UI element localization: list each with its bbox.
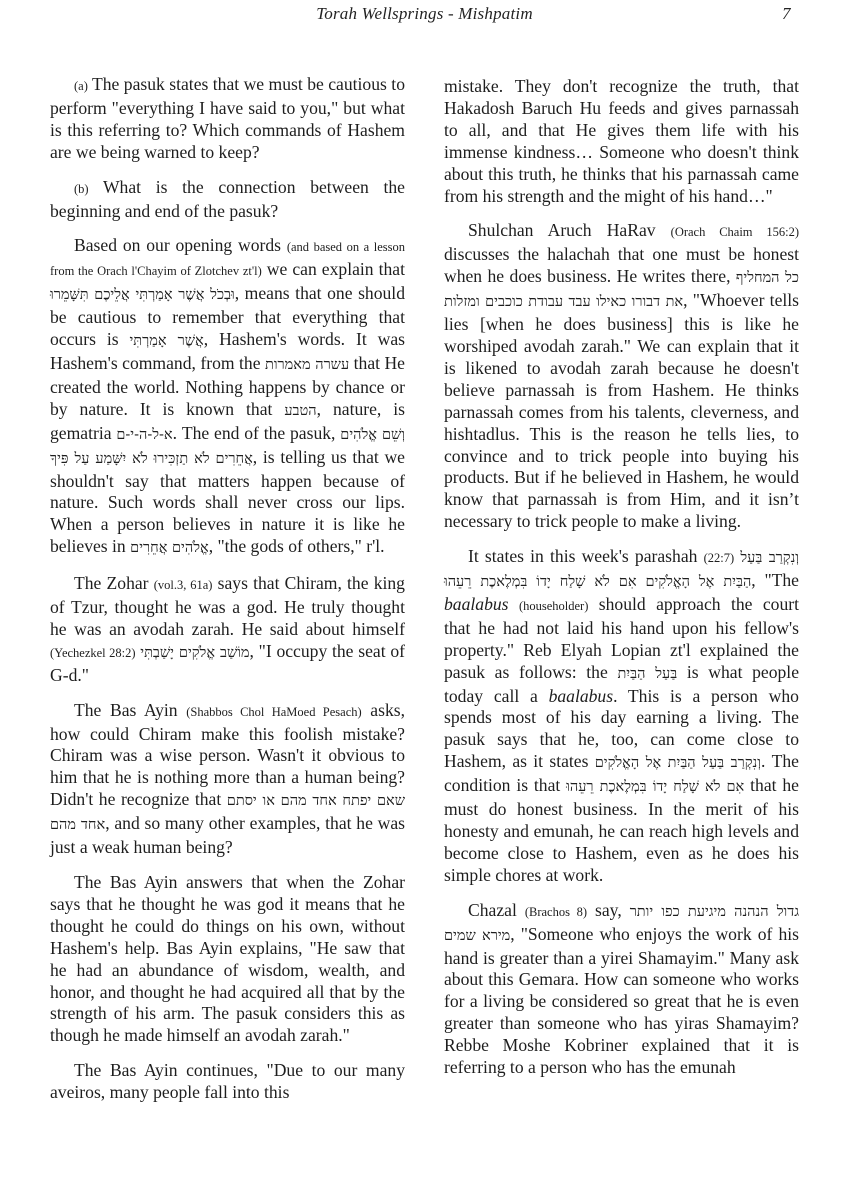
text-run: should approach the court that he had not laid his hand upon his fellow's property." Reb Elyah Lopian zt'l explained the pasuk as follows: the [444,593,799,682]
source-reference: (Shabbos Chol HaMoed Pesach) [186,704,362,719]
text-run: discusses the halachah that one must be honest when he does business. He writes there, [444,244,799,287]
hebrew-quote: גדול הנהנה מיגיעת כפו יותר מירא שמים [444,903,799,944]
hebrew-quote: וְנִקְרַב בַּעַל הַבַּיִת אֶל הָאֱלֹקִים אִם לֹא שָׁלַח יָדוֹ בִּמְלֶאכֶת רֵעֵהוּ [444,550,799,591]
source-reference: (householder) [518,598,589,613]
text-run: says that Chiram, the king of Tzur, thought he was a god. He truly thought he was an avodah zarah. He said about himself [50,573,405,639]
right-column [444,76,799,1092]
text-run: Based on our opening words [74,235,287,256]
question-a-text: The pasuk states that we must be cautious to perform "everything I have said to you," but what is this referring to? Which commands of Hashem are we being warned to keep? [50,74,405,162]
text-run: , "The [751,570,799,591]
text-run: we can explain that [261,259,405,280]
question-b-text: What is the connection between the beginning and end of the pasuk? [50,176,405,221]
parashah-paragraph [444,546,799,887]
hebrew-quote: בַּעַל הַבַּיִת [617,665,678,682]
text-run: It states in this week's parashah [468,546,704,567]
left-column [50,74,405,1117]
text-run: . The end of the pasuk, [172,422,341,443]
source-reference: (Brachos 8) [524,904,588,919]
italic-term: baalabus [444,593,509,614]
source-reference: (vol.3, 61a) [153,578,213,593]
question-b-paragraph [50,177,405,223]
bas-ayin-answer-paragraph: The Bas Ayin answers that when the Zohar says that he thought he was god it means that he thought he could do things on his own, without Hashem's help. Bas Ayin explains, "He saw that he had an abundance of wisdom, wealth, and honor, and thought he had acquired all that by the strength of his arm. The pasuk considers this as though he made himself an avodah zarah." [50,872,405,1046]
text-run: The Bas Ayin [74,699,187,720]
source-reference: (22:7) [703,551,735,566]
text-run: , "Whoever tells lies [when he does business] this is like he worshiped avodah zarah." We can explain that it is likened to avodah zarah because he doesn't believe parnassah is from Hashem. He thinks parnassah comes from his talents, cleverness, and hishtadlus. This is the reason he tells lies, to convince and to trick people into buying his products. But if he believed in Hashem, he would know that parnassah is from Him, and it isn’t necessary to trick people to make a living. [444,290,799,532]
text-run: is what people today call a [444,661,800,706]
text-run: , "Someone who enjoys the work of his hand is greater than a yirei Shamayim." Many ask about this Gemara. How can someone who works for a living be considered so great that he is even greater than someone who has yiras Shamayim? Rebbe Moshe Kobriner explained that it is referring to a person who has the emunah [444,923,799,1078]
source-reference: (Orach Chaim 156:2) [670,225,799,240]
chazal-paragraph [444,900,799,1079]
bas-ayin-continues-paragraph: The Bas Ayin continues, "Due to our many aveiros, many people fall into this [50,1060,405,1103]
hebrew-quote: וּבְכֹל אֲשֶׁר אָמַרְתִּי אֲלֵיכֶם תִּשָּׁמֵרוּ [50,287,235,304]
text-run: . The condition is that [444,751,799,796]
question-a-paragraph [50,74,405,164]
text-run: Chazal [468,899,525,920]
text-run: Shulchan Aruch HaRav [468,220,671,241]
hebrew-quote: אֲשֶׁר אָמַרְתִּי [129,333,204,350]
text-run: that He created the world. Nothing happens by chance or by nature. It is known that [50,352,405,419]
italic-term: baalabus [548,685,614,706]
text-run: , means that one should be cautious to remember that everything that occurs is [50,283,405,350]
text-run: , "I occupy the seat of G-d." [50,640,405,685]
continued-paragraph: mistake. They don't recognize the truth, that Hakadosh Baruch Hu feeds and gives parnassah to all, and that He gives them life with his immense kindness… Someone who doesn't think about this truth, he thinks that his parnassah came from his strength and the might of his hand…" [444,76,799,206]
source-reference: (and based on a lesson from the Orach l'Chayim of Zlotchev zt'l) [50,240,405,279]
hebrew-quote: הטבע [284,402,317,419]
hebrew-quote: וְשֵׁם אֱלֹהִים אֲחֵרִים לֹא תַזְכִּירוּ לֹא יִשָּׁמַע עַל פִּיךָ [50,426,405,467]
bas-ayin-question-paragraph [50,700,405,859]
text-run: , Hashem's words. It was Hashem's command, from the [50,329,405,373]
source-reference: (Yechezkel 28:2) [50,645,136,660]
header-title: Torah Wellsprings - Mishpatim [316,4,533,23]
text-run [509,594,519,614]
hebrew-quote: מוֹשַׁב אֱלֹקִים יָשַׁבְתִּי [140,644,250,661]
hebrew-quote: אֱלֹהִים אֲחֵרִים [130,540,209,557]
text-run: that he must do honest business. In the merit of his honesty and emunah, he can reach high levels and become close to Hashem, even as he does his simple chores at work. [444,775,799,885]
hebrew-quote: א-ל-ה-י-ם [116,426,173,443]
text-run: say, [587,899,630,920]
hebrew-quote: וְנִקְרַב בַּעַל הַבַּיִת אֶל הָאֱלֹקִים [594,755,761,772]
text-run: , is telling us that we shouldn't say that matters happen because of nature. Such words shall never cross our lips. When a person believes in nature it is like he believes in [50,446,405,557]
text-run: asks, how could Chiram make this foolish mistake? Chiram was a wise person. Wasn't it obvious to him that he is nothing more than a human being? Didn't he recognize that [50,699,406,810]
question-b-label: (b) [74,181,89,196]
hebrew-quote: עשרה מאמרות [264,356,350,373]
text-run: The Zohar [74,573,154,594]
opening-words-paragraph [50,235,405,560]
shulchan-aruch-paragraph [444,220,799,533]
page-number: 7 [782,4,791,23]
hebrew-quote: שאם יפתח אחד מהם או יסתם אחד מהם [50,793,406,834]
question-a-label: (a) [74,79,88,93]
text-run: , "the gods of others," r'l. [208,536,385,557]
hebrew-quote: אִם לֹא שָׁלַח יָדוֹ בִּמְלֶאכֶת רֵעֵהוּ [566,779,745,796]
text-run: , and so many other examples, that he was just a weak human being? [50,813,405,858]
text-run: . This is a person who spends most of his day earning a living. The pasuk says that he, too, can come close to Hashem, as it states [444,685,799,772]
zohar-paragraph [50,573,405,687]
text-run: , nature, is gematria [50,398,405,443]
hebrew-quote: כל המחליף את דבורו כאילו עבד עבודת כוכבים ומזלות [444,270,800,311]
running-header [0,0,849,60]
